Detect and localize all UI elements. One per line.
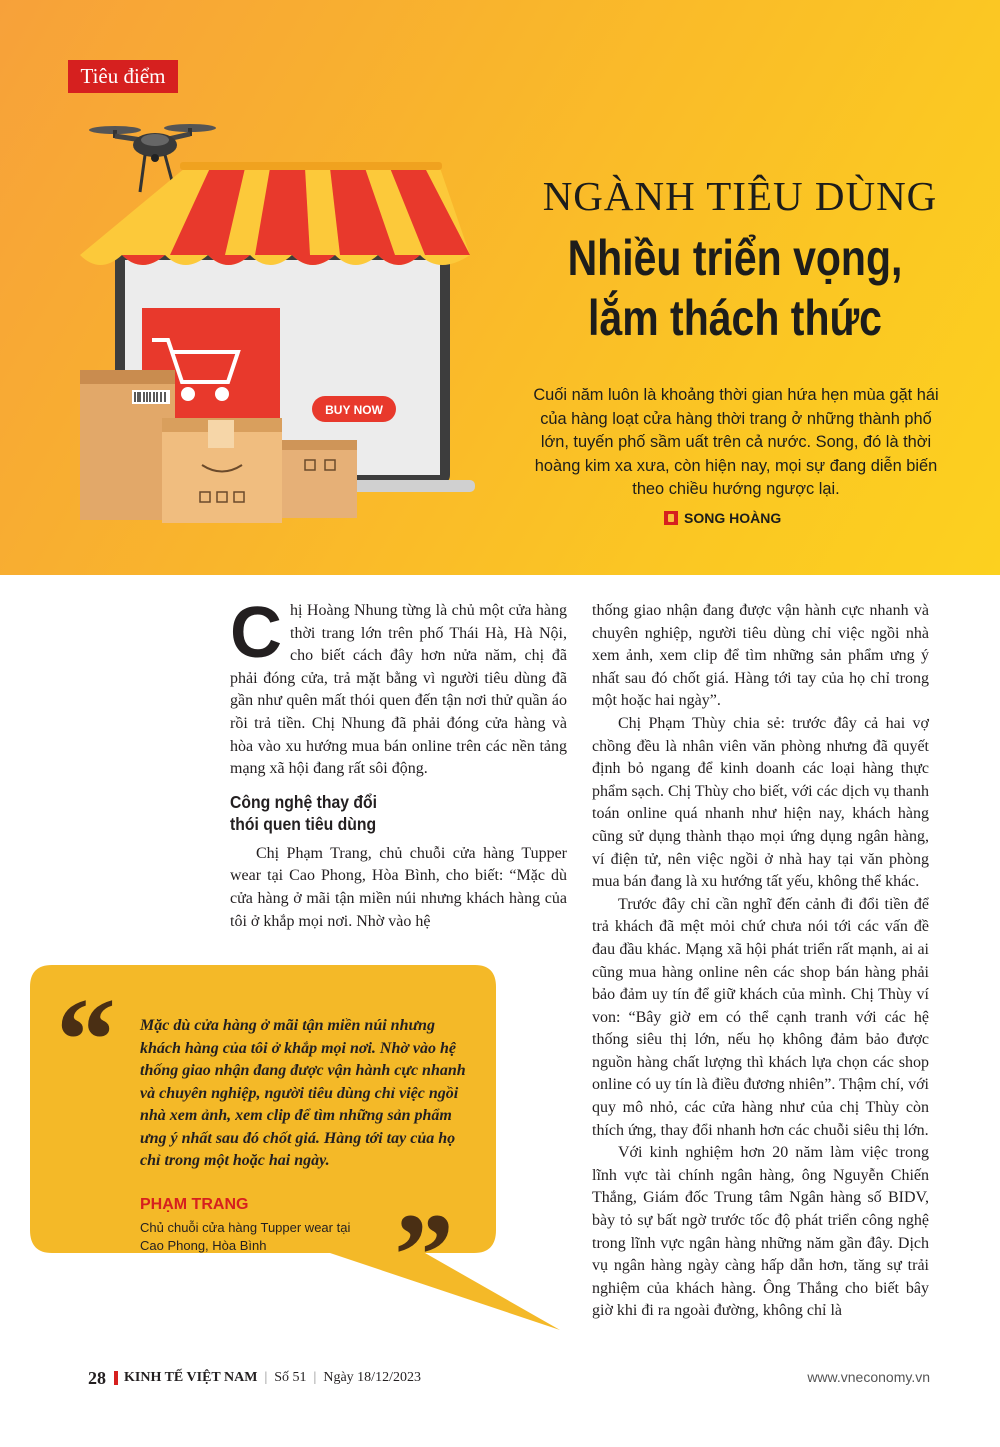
open-quote-mark: “: [56, 973, 116, 1106]
pull-quote-text: Mặc dù cửa hàng ở mãi tận miền núi nhưng khách hàng của tôi ở khắp mọi nơi. Nhờ vào hệ thống giao nhận đang được vận hành cực nhanh và chuyên nghiệp, người tiêu dùng chỉ việc ngồi nhà xem ảnh, xem clip để tìm những sản phẩm ưng ý nhất sau đó chốt giá. Hàng tới tay của họ chỉ trong một hoặc hai ngày.: [140, 1017, 466, 1169]
article-paragraph: Chị Phạm Thùy chia sẻ: trước đây cả hai vợ chồng đều là nhân viên văn phòng nhưng đã quyết định bỏ ngang để kinh doanh các loại hàng thực phẩm sạch. Chị Thùy cho biết, với các dịch vụ thanh toán online quá nhanh như hiện nay, khách hàng cũng sử dụng thành thạo mọi ứng dụng ngân hàng, ví điện tử, nên việc ngồi ở nhà hay tại văn phòng mua bán đang là xu hướng tất yếu, không thể khác.: [592, 714, 929, 891]
article-paragraph-text: hị Hoàng Nhung từng là chủ một cửa hàng thời trang lớn trên phố Thái Hà, Hà Nội, cho biết cách đây hơn nửa năm, chị đã phải đóng cửa, trả mặt bằng vì người tiêu dùng đã gần như quên mất thói quen đến tận nơi thử quần áo rồi trả tiền. Chị Nhung đã phải đóng cửa hàng và hòa vào xu hướng mua bán online trên các nền tảng mạng xã hội đang rất sôi động.: [230, 602, 567, 778]
drop-cap: C: [230, 593, 282, 673]
subheading-line2: thói quen tiêu dùng: [230, 813, 377, 834]
subheading-line1: Công nghệ thay đổi: [230, 791, 377, 812]
quote-author-name: PHẠM TRANG: [140, 1196, 249, 1213]
footer-bar-icon: [114, 1371, 118, 1385]
buy-now-label: BUY NOW: [325, 403, 383, 417]
issue-number: Số 51: [274, 1370, 307, 1385]
article-column-2: [592, 600, 929, 1323]
article-paragraph: Trước đây chỉ cần nghĩ đến cảnh đi đổi tiền để trả khách đã mệt mỏi chứ chưa nói tới các vấn đề đau đầu khác. Mạng xã hội phát triển rất mạnh, ai ai cũng mua hàng online nên các shop bán hàng phải bảo đảm uy tín để giữ khách của mình. Chị Thùy ví von: “Bây giờ em có thể cạnh tranh với các hệ thống siêu thị lớn, nếu họ không đảm bảo được nguồn hàng chất lượng thì khách lựa chọn các shop online có uy tín là điều đương nhiên”. Thậm chí, với quy mô nhỏ, các cửa hàng như của chị Thùy còn thích ứng, thay đổi nhanh hơn các chuỗi siêu thị lớn.: [592, 895, 929, 1139]
pen-icon: [664, 511, 678, 525]
article-paragraph: Với kinh nghiệm hơn 20 năm làm việc trong lĩnh vực tài chính ngân hàng, ông Nguyễn Chiến Thắng, Giám đốc Trung tâm Ngân hàng số BIDV, bày tỏ sự bất ngờ trước tốc độ phát triển công nghệ trong lĩnh vực ngân hàng những năm gần đây. Dịch vụ ngân hàng ngày càng hấp dẫn hơn, tăng sự trải nghiệm của khách hàng. Ông Thắng cho biết bây giờ khi đi ra ngoài đường, không chỉ là: [592, 1144, 929, 1320]
article-paragraph: [230, 593, 567, 781]
barcode-icon: [132, 390, 170, 404]
footer-separator: |: [313, 1370, 317, 1385]
lead-paragraph: Cuối năm luôn là khoảng thời gian hứa hẹn mùa gặt hái của hàng loạt cửa hàng thời trang ở những thành phố lớn, tuyến phố sầm uất trên cả nước. Song, đó là thời hoàng kim xa xưa, còn hiện nay, mọi sự đang diễn biến theo chiều hướng ngược lại.: [533, 386, 939, 498]
headline-title: [542, 228, 927, 348]
magazine-name: KINH TẾ VIỆT NAM: [124, 1370, 258, 1385]
author-byline: [664, 508, 781, 528]
quote-author-role: Chủ chuỗi cửa hàng Tupper wear tại Cao Phong, Hòa Bình: [140, 1220, 351, 1253]
section-tag: Tiêu điểm: [68, 60, 178, 93]
headline-kicker: NGÀNH TIÊU DÙNG: [542, 173, 938, 219]
hero-banner: [0, 0, 1000, 575]
article-column-1: [230, 593, 567, 933]
page-footer: [88, 1366, 421, 1390]
article-subheading: [230, 791, 533, 835]
online-shop-illustration: [60, 100, 500, 540]
author-name: SONG HOÀNG: [684, 510, 782, 526]
footer-separator: |: [264, 1370, 268, 1385]
page-number: 28: [88, 1367, 106, 1388]
headline-title-line2: lắm thách thức: [588, 290, 882, 346]
close-quote-mark: ”: [394, 1188, 454, 1321]
article-paragraph: thống giao nhận đang được vận hành cực nhanh và chuyên nghiệp, người tiêu dùng chỉ việc ngồi nhà xem ảnh, xem clip để tìm những sản phẩm ưng ý nhất sau đó chốt giá. Hàng tới tay của họ chỉ trong một hoặc hai ngày”.: [592, 602, 929, 710]
headline-title-line1: Nhiều triển vọng,: [567, 230, 903, 286]
article-paragraph: Chị Phạm Trang, chủ chuỗi cửa hàng Tupper wear tại Cao Phong, Hòa Bình, cho biết: “Mặc dù cửa hàng ở mãi tận miền núi nhưng khách hàng của tôi ở khắp mọi nơi. Nhờ vào hệ: [230, 844, 567, 930]
issue-date: Ngày 18/12/2023: [323, 1370, 421, 1385]
website-link[interactable]: www.vneconomy.vn: [807, 1369, 930, 1385]
